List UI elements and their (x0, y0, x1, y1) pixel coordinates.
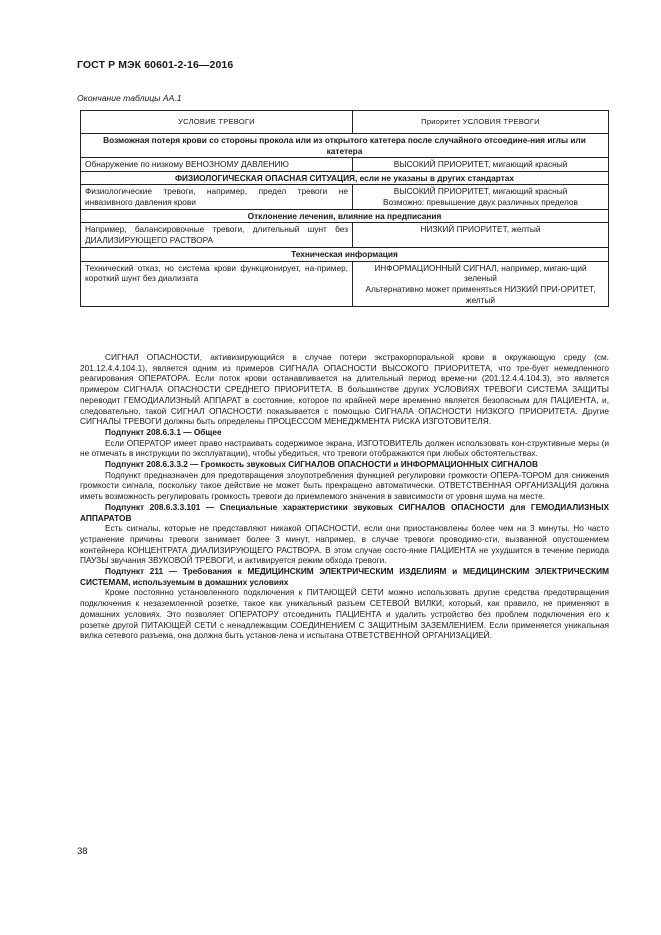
page-number: 38 (77, 846, 88, 857)
table-section-row (81, 248, 609, 262)
subclause-heading: Подпункт 208.6.3.3.101 — Специальные характеристики звуковых СИГНАЛОВ ОПАСНОСТИ для ГЕМОДИАЛИЗНЫХ АППАРАТОВ (80, 501, 609, 523)
section-blood-loss: Возможная потеря крови со стороны прокола или из открытого катетера после случайного отсоедине-ния иглы или катетера (81, 134, 609, 158)
cell-condition: Физиологические тревоги, например, предел тревоги не инвазивного давления крови (81, 185, 353, 209)
paragraph: Есть сигналы, которые не представляют никакой ОПАСНОСТИ, если они приостановлены более чем на 3 минуты. Но часто устранение причины тревоги занимает более 3 минут, например, в случае тревоги проводимо-сти, вызванной опустошением контейнера КОНЦЕНТРАТА ДИАЛИЗИРУЮЩЕГО РАСТВОРА. В этом случае состо-яние ПАЦИЕНТА не ухудшится в течение периода ПАУЗЫ звучания ЗВУКОВОЙ ТРЕВОГИ, и активируется режим обхода тревоги. (80, 523, 609, 566)
table-header-row (81, 111, 609, 134)
table-section-row (81, 171, 609, 185)
column-header-condition: УСЛОВИЕ ТРЕВОГИ (81, 111, 353, 134)
cell-priority: ВЫСОКИЙ ПРИОРИТЕТ, мигающий красный (353, 158, 609, 172)
priority-line: Возможно: превышение двух различных пределов (383, 196, 578, 207)
section-physiological: ФИЗИОЛОГИЧЕСКАЯ ОПАСНАЯ СИТУАЦИЯ, если не указаны в других стандартах (81, 171, 609, 185)
table-row (81, 261, 609, 306)
cell-priority (353, 261, 609, 306)
table-row (81, 223, 609, 248)
paragraph: Если ОПЕРАТОР имеет право настраивать содержимое экрана, ИЗГОТОВИТЕЛЬ должен использовать кон-структивные меры (и не отмечать в инструкции по эксплуатации), чтобы убедиться, что тревоги отображаются при любых обстоятельствах. (80, 437, 609, 459)
subclause-heading: Подпункт 211 — Требования к МЕДИЦИНСКИМ ЭЛЕКТРИЧЕСКИМ ИЗДЕЛИЯМ и МЕДИЦИНСКИМ ЭЛЕКТРИЧЕСКИМ СИСТЕМАМ, используемым в домашних условиях (80, 566, 609, 587)
table-section-row (81, 209, 609, 223)
column-header-priority: Приоритет УСЛОВИЯ ТРЕВОГИ (353, 111, 609, 134)
subclause-heading: Подпункт 208.6.3.1 — Общее (105, 426, 222, 437)
table-row (81, 185, 609, 209)
section-technical-info: Техническая информация (81, 248, 609, 262)
body-text (80, 352, 609, 641)
cell-priority (353, 185, 609, 209)
cell-condition: Обнаружение по низкому ВЕНОЗНОМУ ДАВЛЕНИЮ (81, 158, 353, 172)
paragraph: Подпункт предназначен для предотвращения злоупотребления функцией регулировки громкости ОПЕРА-ТОРОМ для снижения громкости сигнала, поскольку такое действие не может быть прекращено автоматически. ОТВЕТСТВЕННАЯ ОРГАНИЗАЦИЯ должна иметь возможность регулировать громкость тревоги до приемлемого значения в зависимости от уровня шума на месте. (80, 469, 609, 502)
subclause-heading: Подпункт 208.6.3.3.2 — Громкость звуковых СИГНАЛОВ ОПАСНОСТИ и ИНФОРМАЦИОННЫХ СИГНАЛОВ (105, 459, 538, 470)
paragraph: Кроме постоянно установленного подключения к ПИТАЮЩЕЙ СЕТИ можно использовать другие средства предотвращения подключения к незаземленной розетке, такое как уникальный разъем СЕТЕВОЙ ВИЛКИ, который, как правило, не применяют в домашних условиях. Это позволяет ОПЕРАТОРУ отсоединить ПАЦИЕНТА и удалить устройство без проблем подключения его к розетке другой ПИТАЮЩЕЙ СЕТИ с ненадлежащим СОЕДИНЕНИЕМ С ЗАЩИТНЫМ ЗАЗЕМЛЕНИЕМ. Если применяется уникальная вилка сетевого разъема, она должна быть установ-лена и испытана ОТВЕТСТВЕННОЙ ОРГАНИЗАЦИЕЙ. (80, 587, 609, 641)
table-section-row (81, 134, 609, 158)
cell-condition: Технический отказ, но система крови функционирует, на-пример, короткий шунт без диализата (81, 261, 353, 306)
paragraph: СИГНАЛ ОПАСНОСТИ, активизирующийся в случае потери экстракорпоральной крови в окружающую среду (см. 201.12.4.4.104.1), является одним из примеров СИГНАЛА ОПАСНОСТИ ВЫСОКОГО ПРИОРИТЕТА, что тре-бует немедленного реагирования ОПЕРАТОРА. Если поток крови останавливается на длительный период време-ни (201.12.4.4.104.3), это является примером СИГНАЛА ОПАСНОСТИ СРЕДНЕГО ПРИОРИТЕТА. В большинстве других УСЛОВИЯХ ТРЕВОГИ СИСТЕМА ЗАЩИТЫ переводит ГЕМОДИАЛИЗНЫЙ АППАРАТ в состояние, которое по крайней мере временно является безопасным для ПАЦИЕНТА, и, следовательно, такой СИГНАЛ ОПАСНОСТИ показывается с помощью СИГНАЛА ОПАСНОСТИ НИЗКОГО ПРИОРИТЕТА. Другие СИГНАЛЫ ТРЕВОГИ должны быть определены ПРОЦЕССОМ МЕНЕДЖМЕНТА РИСКА ИЗГОТОВИТЕЛЯ. (80, 352, 609, 427)
alarm-priority-table (80, 110, 609, 307)
priority-line: ИНФОРМАЦИОННЫЙ СИГНАЛ, например, мигаю-щий зеленый (374, 262, 587, 284)
section-treatment-deviation: Отклонение лечения, влияние на предписания (81, 209, 609, 223)
priority-line: ВЫСОКИЙ ПРИОРИТЕТ, мигающий красный (393, 186, 568, 197)
priority-line: Альтернативно может применяться НИЗКИЙ ПРИ-ОРИТЕТ, желтый (365, 283, 596, 305)
table-caption: Окончание таблицы АА.1 (77, 93, 182, 103)
cell-condition: Например, балансировочные тревоги, длительный шунт без ДИАЛИЗИРУЮЩЕГО РАСТВОРА (81, 223, 353, 248)
table-row (81, 158, 609, 172)
cell-priority: НИЗКИЙ ПРИОРИТЕТ, желтый (353, 223, 609, 248)
document-header: ГОСТ Р МЭК 60601-2-16—2016 (77, 59, 234, 71)
